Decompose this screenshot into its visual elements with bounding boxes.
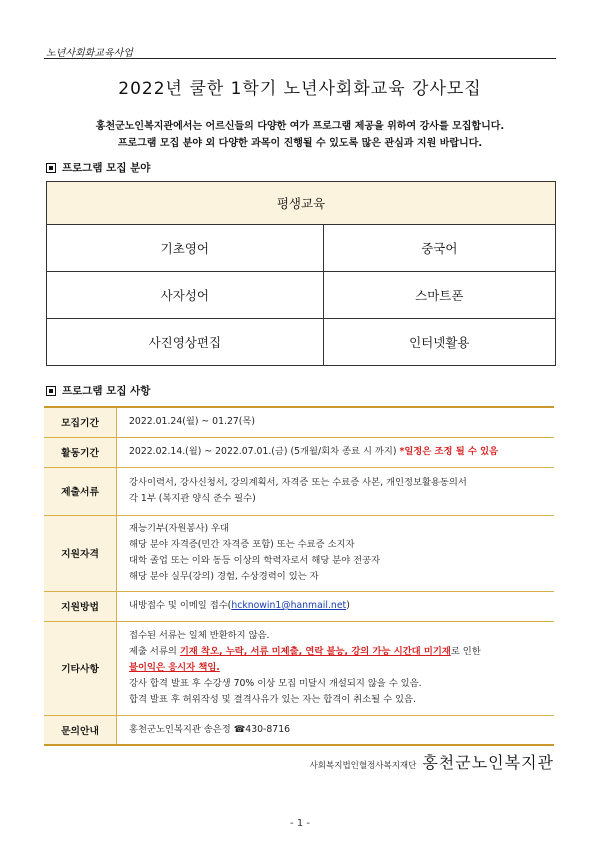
detail-label: 모집기간	[44, 407, 117, 437]
documents-line: 각 1부 (복지관 양식 준수 필수)	[129, 493, 256, 504]
contact-email-link[interactable]: hcknowin1@hanmail.net	[231, 600, 347, 611]
program-category-tag: 노년사회화교육사업	[46, 48, 133, 59]
detail-row-contact	[44, 715, 554, 745]
program-fields-table	[46, 181, 556, 366]
program-field-cell: 사자성어	[47, 272, 324, 319]
detail-row-method	[44, 591, 554, 621]
detail-row-activity	[44, 437, 554, 467]
program-field-cell: 사진영상편집	[47, 319, 324, 366]
section-fields-title: 프로그램 모집 분야	[62, 162, 151, 174]
bullet-square-icon	[46, 386, 56, 396]
detail-label: 기타사항	[44, 621, 117, 715]
detail-value	[117, 591, 555, 621]
welfare-center-name: 홍천군노인복지관	[422, 753, 554, 772]
qualification-line: 재능기부(자원봉사) 우대	[129, 523, 230, 534]
documents-line: 강사이력서, 강사신청서, 강의계획서, 자격증 또는 수료증 사본, 개인정보활용동의서	[129, 477, 467, 488]
detail-label: 지원자격	[44, 515, 117, 591]
other-line-prefix: 제출 서류의	[129, 646, 180, 657]
section-fields-heading	[46, 160, 150, 175]
detail-label: 활동기간	[44, 437, 117, 467]
section-details-title: 프로그램 모집 사항	[62, 385, 151, 397]
detail-value	[117, 515, 555, 591]
other-line-suffix: 로 인한	[450, 646, 481, 657]
other-line: 접수된 서류는 일체 반환하지 않음.	[129, 630, 270, 641]
intro-line-2: 프로그램 모집 분야 외 다양한 과목이 진행될 수 있도록 많은 관심과 지원 바랍니다.	[117, 138, 483, 149]
detail-value	[117, 437, 555, 467]
program-field-cell: 기초영어	[47, 225, 324, 272]
other-line	[129, 644, 542, 660]
page-number: - 1 -	[290, 818, 310, 829]
program-field-cell: 중국어	[323, 225, 555, 272]
detail-row-qualification	[44, 515, 554, 591]
header-divider	[44, 58, 556, 59]
detail-row-period	[44, 407, 554, 437]
other-line-warning: 기재 착오, 누락, 서류 미제출, 연락 불능, 강의 가능 시간대 미기재	[179, 646, 451, 657]
detail-label: 제출서류	[44, 467, 117, 515]
detail-row-other	[44, 621, 554, 715]
detail-row-documents	[44, 467, 554, 515]
page-title: 2022년 쿨한 1학기 노년사회화교육 강사모집	[118, 79, 482, 99]
activity-period-text: 2022.02.14.(월) ~ 2022.07.01.(금) (5개월/회차 종료 시 까지)	[129, 446, 397, 457]
other-line: 강사 합격 발표 후 수강생 70% 이상 모집 미달시 개설되지 않을 수 있음.	[129, 678, 422, 689]
bullet-square-icon	[46, 163, 56, 173]
detail-label: 지원방법	[44, 591, 117, 621]
qualification-line: 해당 분야 실무(강의) 경험, 수상경력이 있는 자	[129, 571, 319, 582]
detail-label: 문의안내	[44, 715, 117, 745]
detail-value	[117, 467, 555, 515]
method-text: 내방접수 및 이메일 접수(	[129, 600, 232, 611]
section-details-heading	[46, 383, 150, 398]
other-line-responsibility: 불이익은 응시자 책임.	[129, 662, 220, 673]
program-table-header: 평생교육	[47, 182, 556, 225]
detail-value: 2022.01.24(월) ~ 01.27(목)	[129, 416, 256, 428]
recruitment-details-table	[44, 406, 554, 746]
qualification-line: 해당 분야 자격증(민간 자격증 포함) 또는 수료증 소지자	[129, 539, 355, 550]
foundation-name: 사회복지법인혈정사복지재단	[309, 761, 417, 771]
intro-line-1: 홍천군노인복지관에서는 어르신들의 다양한 여가 프로그램 제공을 위하여 강사를 모집합니다.	[95, 121, 505, 132]
detail-value	[117, 621, 555, 715]
program-field-cell: 스마트폰	[323, 272, 555, 319]
other-line: 합격 발표 후 허위작성 및 결격사유가 있는 자는 합격이 취소될 수 있음.	[129, 694, 416, 705]
schedule-change-note: *일정은 조정 될 수 있음	[399, 446, 499, 457]
qualification-line: 대학 졸업 또는 이와 동등 이상의 학력자로서 해당 분야 전공자	[129, 555, 381, 566]
program-field-cell: 인터넷활용	[323, 319, 555, 366]
detail-value: 홍천군노인복지관 송은정 ☎430-8716	[129, 723, 291, 735]
method-close: )	[346, 600, 350, 611]
organization-signature	[310, 750, 554, 773]
